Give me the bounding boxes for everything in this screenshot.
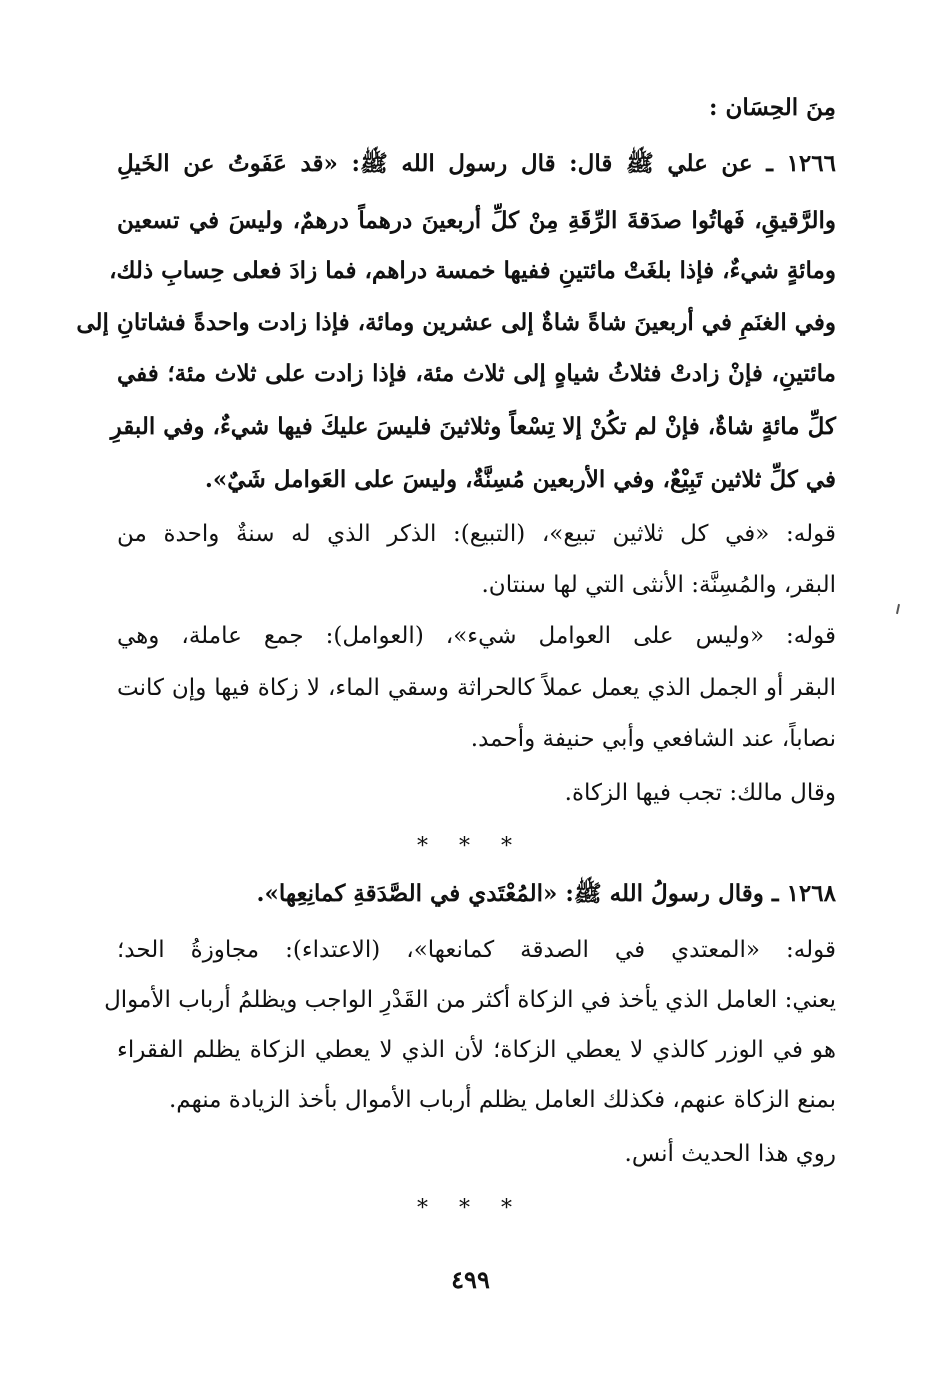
comment-3-line-2: يعني: العامل الذي يأخذ في الزكاة أكثر من القَدْرِ الواجب ويظلمُ أرباب الأموال	[104, 987, 836, 1013]
separator-stars-2: * * *	[417, 1196, 524, 1221]
anas-line: روي هذا الحديث أنس.	[624, 1141, 836, 1167]
section-heading: مِنَ الحِسَان :	[709, 94, 836, 121]
comment-3-line-3: هو في الوزر كالذي لا يعطي الزكاة؛ لأن الذي لا يعطي الزكاة يظلم الفقراء	[117, 1037, 836, 1063]
comment-3-line-4: بمنع الزكاة عنهم، فكذلك العامل يظلم أرباب الأموال بأخذ الزيادة منهم.	[168, 1087, 836, 1113]
comment-3-line-1: قوله: «المعتدي في الصدقة كمانعها»، (الاعتداء): مجاوزةُ الحد؛	[117, 937, 836, 963]
hadith-1266-line-4: وفي الغنَمِ في أربعينَ شاةً شاةٌ إلى عشرين ومائة، فإذا زادت واحدةً فشاتانِ إلى	[76, 309, 836, 336]
hadith-1266-line-2: والرَّقيقِ، فَهاتُوا صدَقةَ الرِّقَةِ مِنْ كلِّ أربعينَ درهماً درهمٌ، وليسَ في تسعين	[117, 207, 836, 234]
comment-2-line-1: قوله: «وليس على العوامل شيء»، (العوامل): جمع عاملة، وهي	[117, 623, 836, 649]
margin-mark	[896, 604, 900, 614]
separator-stars: * * *	[417, 834, 524, 859]
malik-line: وقال مالك: تجب فيها الزكاة.	[564, 780, 836, 806]
hadith-1268: ١٢٦٨ ـ وقال رسولُ الله ﷺ: «المُعْتَدي في الصَّدَقةِ كمانِعِها».	[256, 880, 836, 907]
comment-2-line-2: البقر أو الجمل الذي يعمل عملاً كالحراثة وسقي الماء، لا زكاة فيها وإن كانت	[117, 675, 836, 701]
hadith-1266-line-3: ومائةٍ شيءٌ، فإذا بلغَتْ مائتينِ ففيها خمسة دراهم، فما زادَ فعلى حِسابِ ذلك،	[109, 257, 836, 284]
page-number: ٤٩٩	[451, 1265, 490, 1294]
comment-1-line-2: البقر، والمُسِنَّة: الأنثى التي لها سنتان.	[481, 572, 836, 598]
hadith-1266-line-6: كلِّ مائةٍ شاةٌ، فإنْ لم تكُنْ إلا تِسْعاً وثلاثينَ فليسَ عليكَ فيها شيءٌ، وفي البقرِ	[110, 413, 836, 440]
comment-1-line-1: قوله: «في كل ثلاثين تبيع»، (التبيع): الذكر الذي له سنةٌ واحدة من	[117, 521, 836, 547]
hadith-1266-line-5: مائتينِ، فإنْ زادتْ فثلاثُ شياهٍ إلى ثلاث مئة، فإذا زادت على ثلاث مئة؛ ففي	[117, 360, 836, 387]
hadith-1266-line-1: ١٢٦٦ ـ عن علي ﷺ قال: قال رسول الله ﷺ: «قد عَفَوتُ عن الخَيلِ	[117, 150, 836, 177]
comment-2-line-3: نصاباً، عند الشافعي وأبي حنيفة وأحمد.	[470, 726, 836, 752]
hadith-1266-line-7: في كلِّ ثلاثين تَبِيْعٌ، وفي الأربعين مُسِنَّةٌ، وليسَ على العَوامل شَيٌ».	[204, 466, 836, 493]
